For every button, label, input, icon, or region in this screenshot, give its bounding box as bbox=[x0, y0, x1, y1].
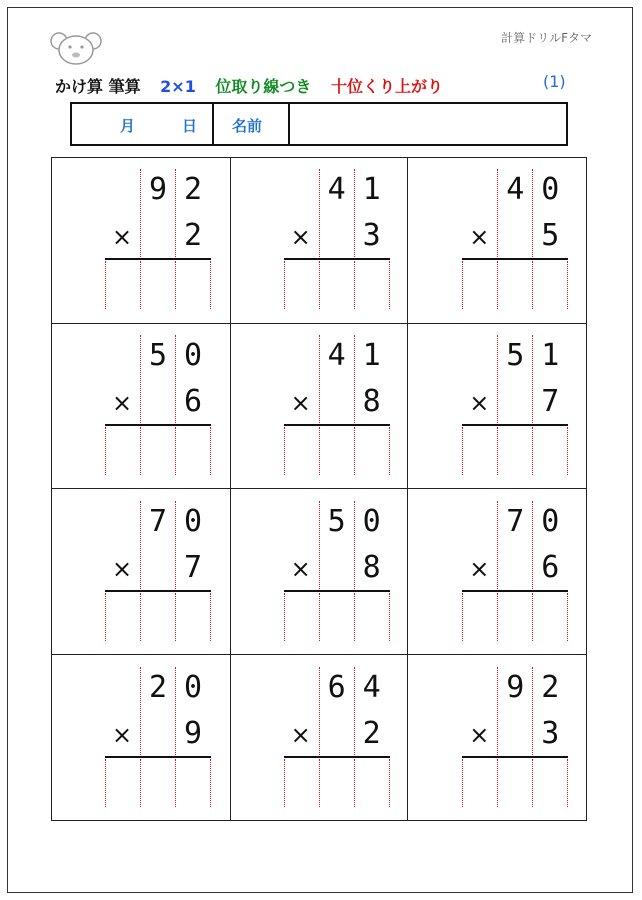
answer-column-line bbox=[462, 593, 463, 641]
top-tens-digit: 7 bbox=[506, 504, 525, 539]
title-part-lines: 位取り線つき bbox=[215, 77, 312, 96]
place-value-line bbox=[140, 667, 141, 755]
top-ones-digit: 1 bbox=[362, 338, 381, 373]
answer-column-line bbox=[389, 261, 390, 309]
place-value-line bbox=[497, 501, 498, 589]
answer-column-line bbox=[532, 261, 533, 309]
place-value-line bbox=[175, 169, 176, 257]
answer-line bbox=[284, 424, 390, 426]
answer-column-line bbox=[497, 593, 498, 641]
answer-column-line bbox=[319, 261, 320, 309]
problem-cell bbox=[408, 157, 587, 324]
multiply-sign: × bbox=[469, 223, 490, 251]
place-value-line bbox=[319, 335, 320, 423]
place-value-line bbox=[497, 335, 498, 423]
answer-column-line bbox=[462, 427, 463, 475]
answer-column-line bbox=[497, 759, 498, 807]
answer-column-line bbox=[462, 759, 463, 807]
place-value-line bbox=[354, 335, 355, 423]
answer-column-line bbox=[354, 427, 355, 475]
place-value-line bbox=[497, 667, 498, 755]
top-ones-digit: 0 bbox=[183, 504, 203, 539]
answer-line bbox=[462, 590, 568, 592]
problem-cell bbox=[408, 323, 587, 489]
date-field[interactable] bbox=[72, 104, 214, 144]
answer-column-line bbox=[140, 759, 141, 807]
top-ones-digit: 2 bbox=[541, 670, 560, 705]
answer-column-line bbox=[497, 427, 498, 475]
answer-column-line bbox=[210, 759, 211, 807]
answer-line bbox=[105, 258, 211, 260]
answer-column-line bbox=[497, 261, 498, 309]
top-tens-digit: 7 bbox=[148, 504, 168, 539]
answer-line bbox=[284, 756, 390, 758]
title-part-carry: 十位くり上がり bbox=[331, 77, 444, 96]
answer-column-line bbox=[532, 427, 533, 475]
problem-cell bbox=[230, 489, 409, 655]
answer-column-line bbox=[105, 261, 106, 309]
answer-column-line bbox=[105, 759, 106, 807]
bottom-digit: 6 bbox=[541, 550, 560, 585]
top-tens-digit: 4 bbox=[506, 172, 525, 207]
answer-column-line bbox=[532, 593, 533, 641]
name-field[interactable] bbox=[290, 104, 566, 144]
name-label: 名前 bbox=[232, 117, 263, 135]
bottom-digit: 6 bbox=[183, 384, 203, 419]
day-label: 日 bbox=[182, 117, 198, 135]
answer-column-line bbox=[567, 261, 568, 309]
answer-column-line bbox=[319, 427, 320, 475]
answer-column-line bbox=[210, 593, 211, 641]
top-tens-digit: 5 bbox=[506, 338, 525, 373]
top-tens-digit: 4 bbox=[327, 338, 346, 373]
answer-line bbox=[284, 258, 390, 260]
top-tens-digit: 9 bbox=[148, 172, 168, 207]
name-date-box bbox=[70, 102, 568, 146]
top-tens-digit: 2 bbox=[148, 670, 168, 705]
answer-line bbox=[105, 424, 211, 426]
answer-column-line bbox=[175, 261, 176, 309]
place-value-line bbox=[532, 169, 533, 257]
answer-line bbox=[284, 590, 390, 592]
place-value-line bbox=[532, 501, 533, 589]
answer-column-line bbox=[389, 427, 390, 475]
answer-line bbox=[105, 756, 211, 758]
multiply-sign: × bbox=[111, 389, 133, 417]
answer-column-line bbox=[175, 593, 176, 641]
sheet-number: (1) bbox=[543, 72, 566, 91]
place-value-line bbox=[354, 169, 355, 257]
top-ones-digit: 0 bbox=[183, 338, 203, 373]
problem-cell bbox=[51, 323, 231, 489]
top-tens-digit: 5 bbox=[148, 338, 168, 373]
answer-line bbox=[105, 590, 211, 592]
place-value-line bbox=[140, 169, 141, 257]
multiply-sign: × bbox=[111, 721, 133, 749]
problem-cell bbox=[51, 489, 231, 655]
top-tens-digit: 9 bbox=[506, 670, 525, 705]
top-ones-digit: 0 bbox=[541, 504, 560, 539]
problem-cell bbox=[230, 655, 409, 821]
bottom-digit: 3 bbox=[362, 218, 381, 253]
bottom-digit: 7 bbox=[541, 384, 560, 419]
bottom-digit: 2 bbox=[362, 716, 381, 751]
bottom-digit: 2 bbox=[183, 218, 203, 253]
bottom-digit: 9 bbox=[183, 716, 203, 751]
multiply-sign: × bbox=[290, 389, 311, 417]
answer-column-line bbox=[140, 427, 141, 475]
answer-column-line bbox=[354, 759, 355, 807]
answer-column-line bbox=[105, 593, 106, 641]
problem-cell bbox=[408, 489, 587, 655]
bottom-digit: 8 bbox=[362, 384, 381, 419]
answer-column-line bbox=[462, 261, 463, 309]
title-part-main: かけ算 筆算 bbox=[55, 77, 141, 96]
answer-column-line bbox=[354, 261, 355, 309]
problem-grid bbox=[51, 157, 587, 821]
answer-line bbox=[462, 258, 568, 260]
answer-column-line bbox=[389, 593, 390, 641]
problem-cell bbox=[51, 655, 231, 821]
place-value-line bbox=[140, 335, 141, 423]
answer-column-line bbox=[210, 261, 211, 309]
place-value-line bbox=[140, 501, 141, 589]
bottom-digit: 7 bbox=[183, 550, 203, 585]
name-label-cell bbox=[214, 104, 290, 144]
place-value-line bbox=[175, 667, 176, 755]
place-value-line bbox=[354, 501, 355, 589]
answer-line bbox=[462, 424, 568, 426]
answer-column-line bbox=[140, 593, 141, 641]
multiply-sign: × bbox=[111, 555, 133, 583]
answer-column-line bbox=[284, 261, 285, 309]
answer-column-line bbox=[210, 427, 211, 475]
problem-cell bbox=[230, 323, 409, 489]
answer-column-line bbox=[175, 759, 176, 807]
place-value-line bbox=[175, 335, 176, 423]
place-value-line bbox=[532, 667, 533, 755]
top-ones-digit: 0 bbox=[362, 504, 381, 539]
top-ones-digit: 1 bbox=[541, 338, 560, 373]
place-value-line bbox=[319, 501, 320, 589]
month-label: 月 bbox=[120, 117, 136, 135]
answer-column-line bbox=[567, 759, 568, 807]
answer-column-line bbox=[532, 759, 533, 807]
place-value-line bbox=[319, 667, 320, 755]
place-value-line bbox=[175, 501, 176, 589]
multiply-sign: × bbox=[290, 223, 311, 251]
top-ones-digit: 1 bbox=[362, 172, 381, 207]
top-tens-digit: 6 bbox=[327, 670, 346, 705]
multiply-sign: × bbox=[469, 555, 490, 583]
answer-column-line bbox=[354, 593, 355, 641]
top-ones-digit: 0 bbox=[541, 172, 560, 207]
answer-column-line bbox=[284, 593, 285, 641]
bottom-digit: 5 bbox=[541, 218, 560, 253]
problem-cell bbox=[230, 157, 409, 324]
multiply-sign: × bbox=[290, 721, 311, 749]
answer-column-line bbox=[389, 759, 390, 807]
top-ones-digit: 0 bbox=[183, 670, 203, 705]
multiply-sign: × bbox=[111, 223, 133, 251]
answer-line bbox=[462, 756, 568, 758]
multiply-sign: × bbox=[290, 555, 311, 583]
worksheet-title bbox=[55, 74, 457, 97]
bottom-digit: 3 bbox=[541, 716, 560, 751]
top-tens-digit: 4 bbox=[327, 172, 346, 207]
title-part-type: 2×1 bbox=[160, 77, 196, 96]
place-value-line bbox=[319, 169, 320, 257]
place-value-line bbox=[532, 335, 533, 423]
multiply-sign: × bbox=[469, 721, 490, 749]
answer-column-line bbox=[284, 427, 285, 475]
brand-label: 計算ドリルFタマ bbox=[501, 31, 592, 45]
multiply-sign: × bbox=[469, 389, 490, 417]
answer-column-line bbox=[319, 759, 320, 807]
answer-column-line bbox=[319, 593, 320, 641]
top-ones-digit: 4 bbox=[362, 670, 381, 705]
answer-column-line bbox=[567, 593, 568, 641]
top-tens-digit: 5 bbox=[327, 504, 346, 539]
problem-cell bbox=[408, 655, 587, 821]
problem-cell bbox=[51, 157, 231, 324]
answer-column-line bbox=[140, 261, 141, 309]
answer-column-line bbox=[567, 427, 568, 475]
answer-column-line bbox=[175, 427, 176, 475]
answer-column-line bbox=[284, 759, 285, 807]
place-value-line bbox=[354, 667, 355, 755]
bear-logo-icon bbox=[50, 30, 102, 66]
top-ones-digit: 2 bbox=[183, 172, 203, 207]
answer-column-line bbox=[105, 427, 106, 475]
place-value-line bbox=[497, 169, 498, 257]
bottom-digit: 8 bbox=[362, 550, 381, 585]
